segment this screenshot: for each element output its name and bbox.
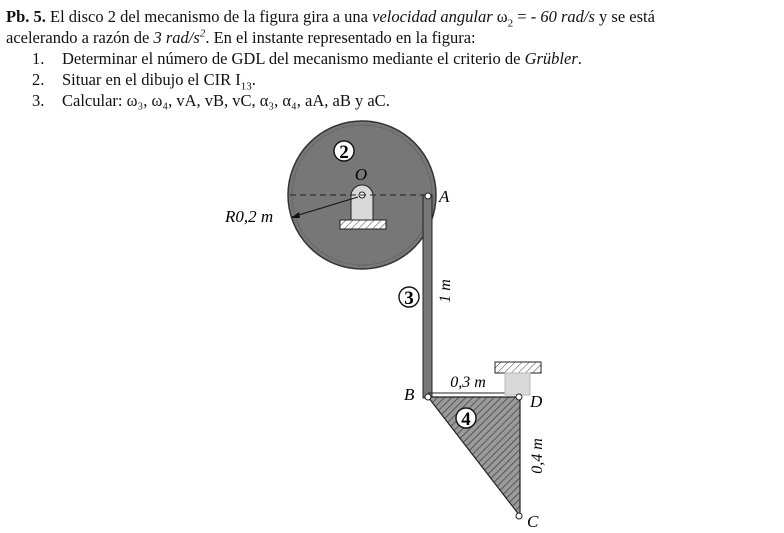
statement-text: . En el instante representado en la figura: (205, 28, 476, 47)
omega-value: 60 rad/s (540, 7, 595, 26)
label-D: D (530, 392, 543, 411)
statement-text: El disco 2 del mecanismo de la figura gira a una (50, 7, 368, 26)
label-C: C (527, 512, 539, 531)
pivot-support-O (351, 185, 373, 220)
link-3 (423, 195, 432, 398)
equals-sign: = - (513, 7, 537, 26)
label-A: A (439, 187, 450, 206)
omega-subscript: 2 (507, 17, 514, 30)
label-B: B (404, 385, 415, 404)
statement-text: y se está (599, 7, 655, 26)
task-item: 1. Determinar el número de GDL del mecanismo mediante el criterio de Grübler. (32, 49, 582, 68)
label-O: O (354, 165, 368, 184)
body-4-label: 4 (461, 409, 471, 430)
problem-label: Pb. 5. (6, 7, 46, 26)
joint-B (425, 394, 431, 400)
ground-hatch-O (340, 220, 386, 229)
body-3-label: 3 (404, 288, 414, 309)
length-BD-label: 0,3 m (450, 374, 486, 391)
joint-C (516, 513, 522, 519)
pivot-support-D (505, 373, 530, 395)
length-AB-label: 1 m (437, 279, 454, 303)
radius-label: R0,2 m (225, 207, 274, 226)
length-DC-label: 0,4 m (529, 438, 546, 474)
task-item: 2. Situar en el dibujo el CIR $I_{13}$. (32, 70, 256, 93)
task-item: 3. Calcular: ω₃, ω₄, vA, vB, vC, α₃, α₄, aA, aB y aC. (32, 91, 390, 110)
speed-term: velocidad angular (372, 7, 493, 26)
ground-hatch-D (495, 362, 541, 373)
body-2-label: 2 (339, 142, 349, 163)
joint-A (425, 193, 431, 199)
acceleration-value: 3 rad/$s^2$ (153, 27, 206, 47)
statement-text: acelerando a razón de (6, 28, 150, 47)
omega-symbol: ω (496, 7, 508, 26)
joint-D (516, 394, 522, 400)
